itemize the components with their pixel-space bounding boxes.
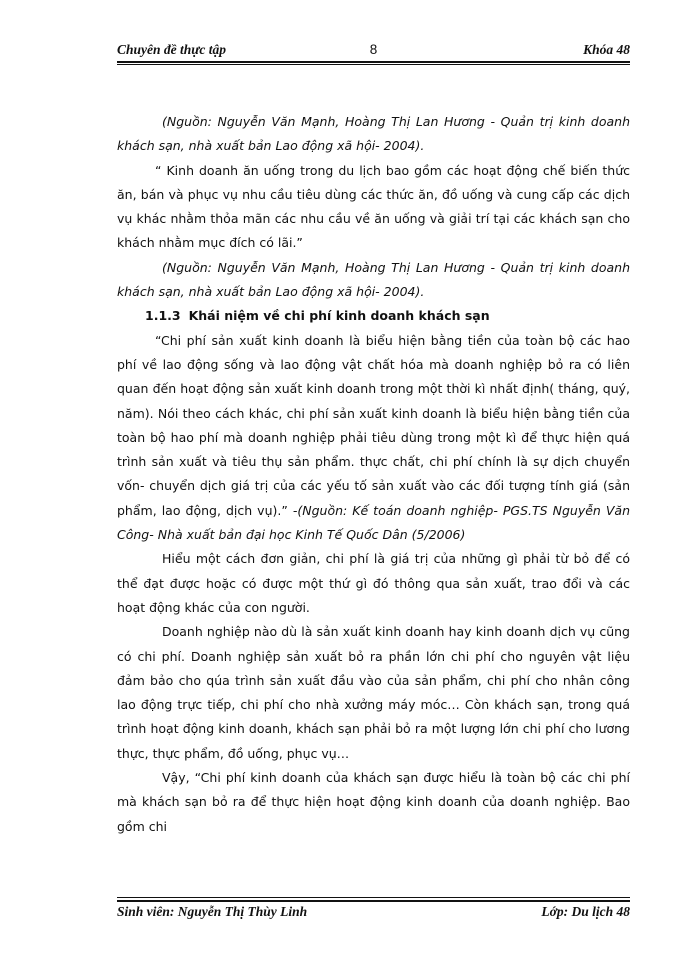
section-title: Khái niệm về chi phí kinh doanh khách sạn — [188, 308, 490, 324]
header-course: Khóa 48 — [583, 42, 630, 57]
page-body — [117, 110, 630, 839]
page-footer — [117, 902, 630, 924]
paragraph-business-costs: Doanh nghiệp nào dù là sản xuất kinh doanh hay kinh doanh dịch vụ cũng có chi phí. Doanh nghiệp sản xuất bỏ ra phần lớn chi phí cho nguyên vật liệu đảm bảo cho qúa trình sản xuất đầu vào của sản phẩm, chi phí cho nhân công lao động trực tiếp, chi phí cho nhà xưởng máy móc… Còn khách sạn, trong quá trình hoạt động kinh doanh, khách sạn phải bỏ ra một lượng lớn chi phí cho lương thực, thực phẩm, đồ uống, phục vụ… — [117, 624, 630, 761]
header-rule-thin — [117, 64, 630, 65]
paragraph-simple-definition: Hiểu một cách đơn giản, chi phí là giá trị của những gì phải từ bỏ để có thể đạt được hoặc có được một thứ gì đó thông qua sản xuất, trao đổi và các hoạt động khác của con người. — [117, 551, 630, 615]
header-page-number: 8 — [369, 42, 378, 57]
header-rule — [117, 61, 630, 63]
section-heading — [117, 304, 630, 328]
source-citation-2: (Nguồn: Nguyễn Văn Mạnh, Hoàng Thị Lan Hương - Quản trị kinh doanh khách sạn, nhà xuất bản Lao động xã hội- 2004). — [117, 259, 630, 300]
footer-class: Lớp: Du lịch 48 — [541, 904, 630, 919]
footer-rule-thin — [117, 897, 630, 898]
source-citation-1: (Nguồn: Nguyễn Văn Mạnh, Hoàng Thị Lan Hương - Quản trị kinh doanh khách sạn, nhà xuất bản Lao động xã hội- 2004). — [117, 114, 630, 154]
header-document-title: Chuyên đề thực tập — [117, 42, 226, 57]
section-number: 1.1.3 — [145, 308, 181, 324]
cost-definition-source: -(Nguồn: Kế toán doanh nghiệp- PGS.TS Nguyễn Văn Công- Nhà xuất bản đại học Kinh Tế Quốc Dân (5/2006) — [117, 502, 630, 543]
footer-student: Sinh viên: Nguyễn Thị Thùy Linh — [117, 904, 308, 919]
paragraph-cost-definition — [117, 329, 630, 548]
cost-definition-text: “Chi phí sản xuất kinh doanh là biểu hiện bằng tiền của toàn bộ các hao phí về lao động sống và lao động vật chất hóa mà doanh nghiệp bỏ ra có liên quan đến hoạt động sản xuất kinh doanh trong một thời kì nhất định( tháng, quý, năm). Nói theo cách khác, chi phí sản xuất kinh doanh là biểu hiện bằng tiền của toàn bộ hao phí mà doanh nghiệp phải tiêu dùng trong một kì để thực hiện quá trình sản xuất và tiêu thụ sản phẩm. thực chất, chi phí chính là sự dịch chuyển vốn- chuyển dịch giá trị của các yếu tố sản xuất vào các đối tượng tính giá (sản phẩm, lao động, dịch vụ).” — [117, 332, 630, 518]
paragraph-food-business: “ Kinh doanh ăn uống trong du lịch bao gồm các hoạt động chế biến thức ăn, bán và phục vụ nhu cầu tiêu dùng các thức ăn, đồ uống và cung cấp các dịch vụ khác nhằm thỏa mãn các nhu cầu về ăn uống và giải trí tại các khách sạn cho khách nhằm mục đích có lãi.” — [117, 162, 630, 251]
paragraph-hotel-cost-definition: Vậy, “Chi phí kinh doanh của khách sạn được hiểu là toàn bộ các chi phí mà khách sạn bỏ ra để thực hiện hoạt động kinh doanh của doanh nghiệp. Bao gồm chi — [117, 770, 630, 834]
